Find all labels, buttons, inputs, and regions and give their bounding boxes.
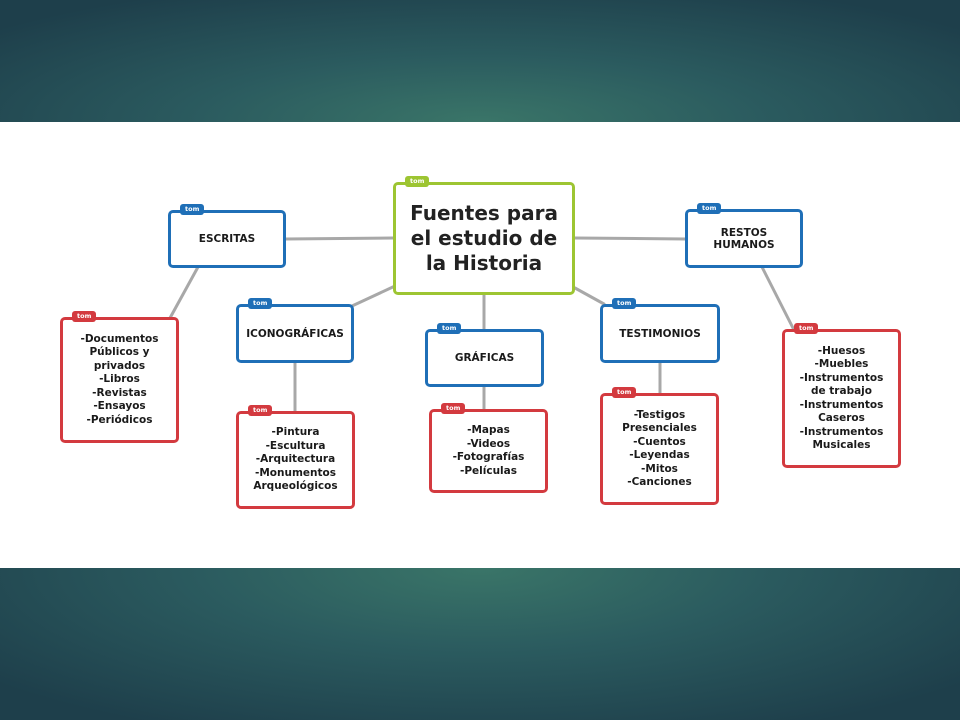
items-restos-list: -Huesos -Muebles -Instrumentos de trabajo -Instrumentos Caseros -Instrumentos Musicales (799, 344, 884, 451)
category-restos-node (685, 204, 803, 268)
node-tag: tom (612, 298, 636, 309)
link-central-testimonios (575, 288, 604, 304)
category-escritas-label: ESCRITAS (198, 233, 256, 245)
node-tag: tom (248, 405, 272, 416)
node-tag: tom (612, 387, 636, 398)
category-graficas-node (425, 324, 544, 387)
node-tag: tom (697, 203, 721, 214)
items-testimonios-node (600, 388, 719, 505)
node-tag: tom (441, 403, 465, 414)
items-restos-node (782, 324, 901, 468)
concept-map-slide (0, 122, 960, 568)
category-testimonios-label: TESTIMONIOS (619, 327, 701, 340)
link-restos-items (762, 267, 794, 330)
bottom-background-band (0, 568, 960, 720)
node-tag: tom (437, 323, 461, 334)
link-escritas-items (170, 267, 198, 318)
node-tag: tom (72, 311, 96, 322)
items-graficas-list: -Mapas -Videos -Fotografías -Películas (452, 424, 525, 477)
category-testimonios-node (600, 299, 720, 363)
top-background-band (0, 0, 960, 122)
category-restos-label: RESTOS HUMANOS (713, 226, 775, 251)
items-escritas-node (60, 312, 179, 443)
items-escritas-list: -Documentos Públicos y privados -Libros -Revistas -Ensayos -Periódicos (80, 332, 159, 426)
category-iconograficas-label: ICONOGRÁFICAS (246, 327, 344, 340)
node-tag: tom (248, 298, 272, 309)
central-topic-node (393, 177, 575, 295)
node-tag: tom (180, 204, 204, 215)
link-central-iconograficas (352, 286, 395, 306)
items-testimonios-list: -Testigos Presenciales -Cuentos -Leyendas -Mitos -Canciones (622, 408, 697, 488)
node-tag: tom (405, 176, 429, 187)
node-tag: tom (794, 323, 818, 334)
items-iconograficas-list: -Pintura -Escultura -Arquitectura -Monumentos Arqueológicos (253, 426, 338, 493)
link-central-escritas (285, 238, 393, 239)
category-escritas-node (168, 205, 286, 268)
items-iconograficas-node (236, 406, 355, 509)
category-graficas-label: GRÁFICAS (454, 352, 515, 364)
link-central-restos (575, 238, 686, 239)
category-iconograficas-node (236, 299, 354, 363)
central-topic-label: Fuentes para el estudio de la Historia (410, 201, 558, 275)
items-graficas-node (429, 404, 548, 493)
